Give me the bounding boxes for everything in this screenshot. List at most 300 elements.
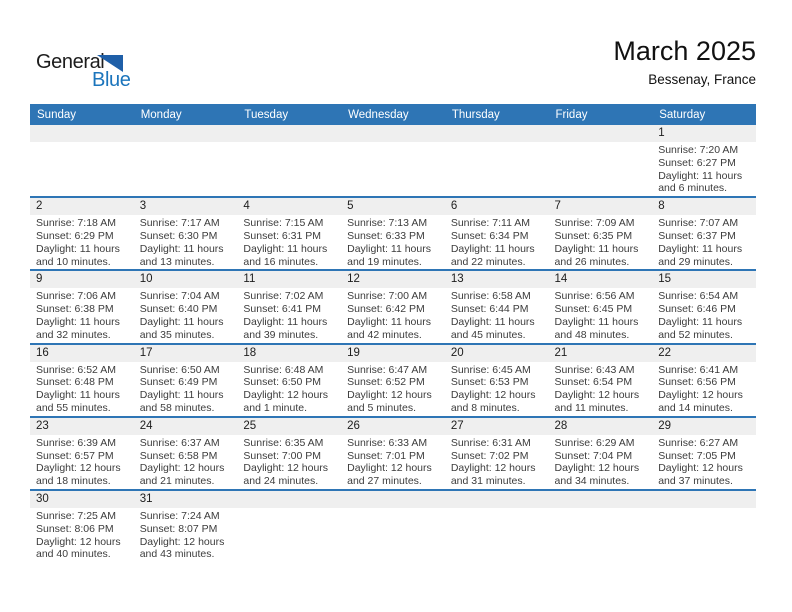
daylight-line-2: and 40 minutes. [36, 548, 111, 561]
day-cell [30, 417, 134, 490]
page-header [613, 36, 756, 88]
daylight-line-2: and 31 minutes. [450, 475, 526, 488]
day-number-strip [341, 418, 445, 435]
daylight-line-2: and 24 minutes. [243, 475, 319, 488]
weekday-header-friday: Friday [549, 104, 653, 125]
day-number: 18 [243, 346, 257, 359]
day-cell [237, 344, 341, 417]
daylight-line-1: Daylight: 11 hours [139, 389, 224, 402]
day-number-strip [30, 345, 134, 362]
day-cell [341, 197, 445, 270]
day-cell [30, 490, 134, 562]
day-number: 2 [36, 200, 43, 213]
day-details [549, 142, 653, 145]
day-cell [652, 270, 756, 343]
day-number-strip [549, 271, 653, 288]
daylight-line-1: Daylight: 11 hours [658, 169, 743, 182]
day-number-strip [30, 125, 134, 142]
sunset-line: Sunset: 6:40 PM [139, 303, 218, 316]
daylight-line-1: Daylight: 12 hours [554, 462, 640, 475]
day-number-strip [445, 125, 549, 142]
sunrise-line: Sunrise: 6:35 AM [243, 436, 324, 449]
day-cell [341, 270, 445, 343]
day-details [549, 288, 653, 342]
empty-day-cell [30, 125, 134, 197]
day-number: 12 [347, 273, 360, 286]
sunset-line: Sunset: 6:57 PM [36, 449, 114, 462]
day-details [652, 362, 756, 416]
daylight-line-2: and 1 minute. [243, 401, 308, 414]
day-number-strip [652, 271, 756, 288]
day-cell [237, 417, 341, 490]
day-cell [652, 417, 756, 490]
sunrise-line: Sunrise: 6:56 AM [554, 290, 635, 303]
sunset-line: Sunset: 6:38 PM [36, 303, 114, 316]
empty-day-cell [549, 490, 653, 562]
sunset-line: Sunset: 6:49 PM [139, 376, 218, 389]
daylight-line-1: Daylight: 11 hours [36, 242, 120, 255]
day-details [341, 142, 445, 145]
sunset-line: Sunset: 6:44 PM [450, 303, 529, 316]
daylight-line-1: Daylight: 12 hours [243, 462, 329, 475]
daylight-line-1: Daylight: 11 hours [554, 242, 639, 255]
empty-day-cell [237, 490, 341, 562]
sunrise-line: Sunrise: 7:15 AM [243, 217, 324, 230]
daylight-line-1: Daylight: 12 hours [347, 462, 432, 475]
sunrise-line: Sunrise: 7:04 AM [139, 290, 220, 303]
day-details [445, 435, 549, 489]
sunset-line: Sunset: 6:46 PM [658, 303, 736, 316]
day-cell [30, 197, 134, 270]
day-number-strip [549, 491, 653, 508]
daylight-line-1: Daylight: 11 hours [243, 315, 328, 328]
day-number: 20 [450, 346, 464, 359]
day-cell [134, 490, 238, 562]
day-number: 11 [243, 273, 256, 286]
daylight-line-2: and 19 minutes. [347, 255, 422, 268]
day-number: 21 [554, 346, 568, 359]
daylight-line-2: and 14 minutes. [658, 401, 733, 414]
daylight-line-2: and 16 minutes. [243, 255, 319, 268]
day-number: 17 [139, 346, 153, 359]
day-number: 3 [139, 200, 147, 213]
day-details [341, 288, 445, 342]
day-number-strip [341, 125, 445, 142]
sunset-line: Sunset: 6:48 PM [36, 376, 114, 389]
sunrise-line: Sunrise: 7:09 AM [554, 217, 635, 230]
daylight-line-2: and 27 minutes. [347, 475, 422, 488]
sunrise-line: Sunrise: 7:25 AM [36, 509, 116, 522]
weekday-header-sunday: Sunday [30, 104, 134, 125]
daylight-line-2: and 21 minutes. [139, 475, 215, 488]
sunrise-line: Sunrise: 6:31 AM [450, 436, 531, 449]
daylight-line-1: Daylight: 12 hours [36, 462, 121, 475]
weekday-header-thursday: Thursday [445, 104, 549, 125]
day-cell [549, 197, 653, 270]
day-cell [445, 344, 549, 417]
day-number-strip [652, 125, 756, 142]
logo-text-general: General [36, 51, 105, 73]
day-number: 10 [139, 273, 153, 286]
sunrise-line: Sunrise: 6:37 AM [139, 436, 220, 449]
sunset-line: Sunset: 6:30 PM [139, 229, 218, 242]
sunset-line: Sunset: 7:04 PM [554, 449, 633, 462]
sunrise-line: Sunrise: 7:17 AM [139, 217, 220, 230]
day-number: 25 [243, 419, 257, 432]
sunrise-line: Sunrise: 6:45 AM [450, 363, 531, 376]
day-details [549, 362, 653, 416]
day-number-strip [237, 198, 341, 215]
day-details [134, 508, 238, 562]
day-details [30, 288, 134, 342]
day-number-strip [237, 491, 341, 508]
day-cell [30, 344, 134, 417]
day-number: 24 [139, 419, 153, 432]
general-blue-logo [30, 45, 160, 95]
day-details [652, 215, 756, 269]
daylight-line-1: Daylight: 11 hours [658, 242, 743, 255]
daylight-line-1: Daylight: 12 hours [36, 535, 121, 548]
week-row [30, 270, 756, 343]
daylight-line-2: and 45 minutes. [450, 328, 526, 341]
day-details [237, 142, 341, 145]
day-details [652, 288, 756, 342]
sunset-line: Sunset: 6:52 PM [347, 376, 425, 389]
day-details [134, 288, 238, 342]
daylight-line-2: and 10 minutes. [36, 255, 111, 268]
sunset-line: Sunset: 6:53 PM [450, 376, 529, 389]
daylight-line-2: and 42 minutes. [347, 328, 422, 341]
calendar-table [30, 104, 756, 562]
sunrise-line: Sunrise: 7:06 AM [36, 290, 116, 303]
day-number-strip [134, 491, 238, 508]
daylight-line-1: Daylight: 11 hours [450, 315, 535, 328]
day-details [237, 435, 341, 489]
daylight-line-1: Daylight: 11 hours [658, 315, 743, 328]
sunrise-line: Sunrise: 6:39 AM [36, 436, 116, 449]
day-number-strip [652, 345, 756, 362]
sunrise-line: Sunrise: 6:27 AM [658, 436, 739, 449]
sunrise-line: Sunrise: 7:07 AM [658, 217, 739, 230]
day-details [30, 362, 134, 416]
daylight-line-1: Daylight: 12 hours [139, 462, 225, 475]
day-details [30, 435, 134, 489]
day-details [237, 288, 341, 342]
sunrise-line: Sunrise: 7:18 AM [36, 217, 116, 230]
day-number: 6 [450, 200, 458, 213]
day-number: 13 [450, 273, 464, 286]
day-number-strip [549, 198, 653, 215]
sunrise-line: Sunrise: 7:11 AM [450, 217, 530, 230]
day-cell [237, 197, 341, 270]
day-details [549, 435, 653, 489]
day-details [30, 142, 134, 145]
day-cell [134, 270, 238, 343]
daylight-line-1: Daylight: 11 hours [243, 242, 328, 255]
sunrise-line: Sunrise: 6:43 AM [554, 363, 635, 376]
day-number-strip [30, 491, 134, 508]
day-number: 30 [36, 492, 49, 505]
daylight-line-1: Daylight: 12 hours [243, 389, 329, 402]
week-row [30, 344, 756, 417]
daylight-line-2: and 26 minutes. [554, 255, 630, 268]
day-cell [134, 344, 238, 417]
day-details [445, 142, 549, 145]
day-details [445, 362, 549, 416]
day-cell [549, 270, 653, 343]
day-details [30, 508, 134, 562]
day-number-strip [445, 345, 549, 362]
day-details [134, 435, 238, 489]
sunrise-line: Sunrise: 6:47 AM [347, 363, 428, 376]
day-details [445, 508, 549, 511]
daylight-line-2: and 32 minutes. [36, 328, 111, 341]
sunrise-line: Sunrise: 6:50 AM [139, 363, 220, 376]
daylight-line-1: Daylight: 12 hours [658, 389, 743, 402]
sunrise-line: Sunrise: 7:02 AM [243, 290, 324, 303]
daylight-line-2: and 52 minutes. [658, 328, 733, 341]
location-subtitle: Bessenay, France [648, 72, 756, 87]
day-cell [445, 197, 549, 270]
day-number: 19 [347, 346, 360, 359]
sunset-line: Sunset: 8:07 PM [139, 522, 218, 535]
day-details [341, 508, 445, 511]
daylight-line-2: and 58 minutes. [139, 401, 215, 414]
day-number-strip [134, 125, 238, 142]
day-cell [30, 270, 134, 343]
daylight-line-1: Daylight: 11 hours [450, 242, 535, 255]
day-number: 27 [450, 419, 464, 432]
day-details [652, 508, 756, 511]
daylight-line-2: and 39 minutes. [243, 328, 319, 341]
daylight-line-2: and 6 minutes. [658, 182, 728, 195]
day-number: 31 [139, 492, 153, 505]
day-number-strip [341, 491, 445, 508]
sunset-line: Sunset: 6:35 PM [554, 229, 633, 242]
day-number-strip [445, 491, 549, 508]
day-number: 26 [347, 419, 360, 432]
day-number: 5 [347, 200, 354, 213]
day-cell [134, 197, 238, 270]
daylight-line-1: Daylight: 11 hours [36, 389, 120, 402]
sunset-line: Sunset: 6:37 PM [658, 229, 736, 242]
sunrise-line: Sunrise: 6:52 AM [36, 363, 116, 376]
day-details [30, 215, 134, 269]
sunset-line: Sunset: 6:34 PM [450, 229, 529, 242]
day-details [652, 435, 756, 489]
day-number-strip [549, 345, 653, 362]
day-details [341, 215, 445, 269]
day-number-strip [549, 418, 653, 435]
daylight-line-2: and 8 minutes. [450, 401, 520, 414]
day-number: 8 [658, 200, 665, 213]
day-number-strip [237, 125, 341, 142]
day-details [237, 215, 341, 269]
day-number: 14 [554, 273, 568, 286]
sunset-line: Sunset: 6:45 PM [554, 303, 633, 316]
empty-day-cell [341, 125, 445, 197]
day-number-strip [445, 418, 549, 435]
day-details [445, 288, 549, 342]
sunset-line: Sunset: 6:33 PM [347, 229, 425, 242]
day-cell [549, 344, 653, 417]
empty-day-cell [134, 125, 238, 197]
daylight-line-2: and 37 minutes. [658, 475, 733, 488]
day-number-strip [237, 345, 341, 362]
sunset-line: Sunset: 6:56 PM [658, 376, 736, 389]
day-details [237, 362, 341, 416]
sunrise-line: Sunrise: 7:13 AM [347, 217, 428, 230]
sunset-line: Sunset: 6:29 PM [36, 229, 114, 242]
week-row [30, 417, 756, 490]
daylight-line-1: Daylight: 12 hours [554, 389, 640, 402]
daylight-line-1: Daylight: 11 hours [139, 242, 224, 255]
daylight-line-1: Daylight: 11 hours [36, 315, 120, 328]
day-cell [237, 270, 341, 343]
day-number-strip [341, 198, 445, 215]
day-number-strip [30, 198, 134, 215]
weekday-header-saturday: Saturday [652, 104, 756, 125]
empty-day-cell [237, 125, 341, 197]
daylight-line-1: Daylight: 11 hours [347, 242, 431, 255]
day-number: 28 [554, 419, 568, 432]
daylight-line-2: and 11 minutes. [554, 401, 629, 414]
daylight-line-1: Daylight: 12 hours [139, 535, 225, 548]
day-number-strip [134, 345, 238, 362]
daylight-line-2: and 43 minutes. [139, 548, 215, 561]
sunset-line: Sunset: 6:31 PM [243, 229, 322, 242]
empty-day-cell [445, 125, 549, 197]
sunrise-line: Sunrise: 7:20 AM [658, 144, 739, 156]
day-details [237, 508, 341, 511]
day-number-strip [549, 125, 653, 142]
day-number-strip [445, 198, 549, 215]
day-details [652, 142, 756, 196]
daylight-line-1: Daylight: 12 hours [347, 389, 432, 402]
day-number-strip [652, 198, 756, 215]
weekday-header-monday: Monday [134, 104, 238, 125]
daylight-line-1: Daylight: 12 hours [450, 462, 536, 475]
weekday-header-tuesday: Tuesday [237, 104, 341, 125]
day-details [134, 215, 238, 269]
sunrise-line: Sunrise: 6:29 AM [554, 436, 635, 449]
sunset-line: Sunset: 7:00 PM [243, 449, 322, 462]
sunrise-line: Sunrise: 6:58 AM [450, 290, 531, 303]
daylight-line-2: and 18 minutes. [36, 475, 111, 488]
sunset-line: Sunset: 6:42 PM [347, 303, 425, 316]
sunrise-line: Sunrise: 6:48 AM [243, 363, 324, 376]
sunrise-line: Sunrise: 6:33 AM [347, 436, 428, 449]
day-details [341, 362, 445, 416]
week-row [30, 125, 756, 197]
day-details [549, 508, 653, 511]
day-details [341, 435, 445, 489]
day-cell [549, 417, 653, 490]
daylight-line-2: and 22 minutes. [450, 255, 526, 268]
day-number: 29 [658, 419, 672, 432]
sunset-line: Sunset: 6:41 PM [243, 303, 322, 316]
day-number-strip [30, 418, 134, 435]
week-row [30, 490, 756, 562]
month-title: March 2025 [613, 36, 756, 66]
daylight-line-1: Daylight: 11 hours [554, 315, 639, 328]
day-number: 4 [243, 200, 250, 213]
daylight-line-2: and 35 minutes. [139, 328, 215, 341]
sunrise-line: Sunrise: 7:00 AM [347, 290, 428, 303]
day-cell [445, 417, 549, 490]
day-cell [652, 125, 756, 197]
daylight-line-1: Daylight: 11 hours [139, 315, 224, 328]
logo-text-blue: Blue [92, 69, 131, 91]
sunrise-line: Sunrise: 6:41 AM [658, 363, 739, 376]
sunrise-line: Sunrise: 7:24 AM [139, 509, 220, 522]
day-number-strip [134, 271, 238, 288]
empty-day-cell [341, 490, 445, 562]
day-number-strip [652, 418, 756, 435]
day-number-strip [445, 271, 549, 288]
day-number: 16 [36, 346, 49, 359]
sunset-line: Sunset: 8:06 PM [36, 522, 114, 535]
sunset-line: Sunset: 6:50 PM [243, 376, 322, 389]
day-number-strip [237, 271, 341, 288]
day-details [445, 215, 549, 269]
day-number: 23 [36, 419, 49, 432]
empty-day-cell [445, 490, 549, 562]
day-details [134, 142, 238, 145]
day-number-strip [237, 418, 341, 435]
empty-day-cell [652, 490, 756, 562]
day-number-strip [134, 198, 238, 215]
daylight-line-1: Daylight: 12 hours [658, 462, 743, 475]
daylight-line-2: and 29 minutes. [658, 255, 733, 268]
daylight-line-1: Daylight: 12 hours [450, 389, 536, 402]
sunset-line: Sunset: 7:02 PM [450, 449, 529, 462]
day-number: 7 [554, 200, 561, 213]
sunset-line: Sunset: 6:58 PM [139, 449, 218, 462]
daylight-line-2: and 13 minutes. [139, 255, 215, 268]
day-cell [652, 197, 756, 270]
day-number-strip [30, 271, 134, 288]
sunset-line: Sunset: 7:05 PM [658, 449, 736, 462]
day-number-strip [341, 345, 445, 362]
day-cell [445, 270, 549, 343]
daylight-line-2: and 34 minutes. [554, 475, 630, 488]
day-cell [652, 344, 756, 417]
daylight-line-2: and 55 minutes. [36, 401, 111, 414]
sunrise-line: Sunrise: 6:54 AM [658, 290, 739, 303]
daylight-line-2: and 48 minutes. [554, 328, 630, 341]
day-number-strip [652, 491, 756, 508]
sunset-line: Sunset: 7:01 PM [347, 449, 425, 462]
weekday-header-wednesday: Wednesday [341, 104, 445, 125]
sunset-line: Sunset: 6:27 PM [658, 156, 736, 169]
day-number: 15 [658, 273, 672, 286]
weekday-header-row [30, 104, 756, 125]
day-number: 22 [658, 346, 672, 359]
day-cell [341, 417, 445, 490]
day-number: 9 [36, 273, 43, 286]
day-cell [341, 344, 445, 417]
daylight-line-1: Daylight: 11 hours [347, 315, 431, 328]
day-number-strip [341, 271, 445, 288]
empty-day-cell [549, 125, 653, 197]
day-cell [134, 417, 238, 490]
day-details [134, 362, 238, 416]
day-number: 1 [658, 127, 665, 139]
week-row [30, 197, 756, 270]
day-details [549, 215, 653, 269]
day-number-strip [134, 418, 238, 435]
